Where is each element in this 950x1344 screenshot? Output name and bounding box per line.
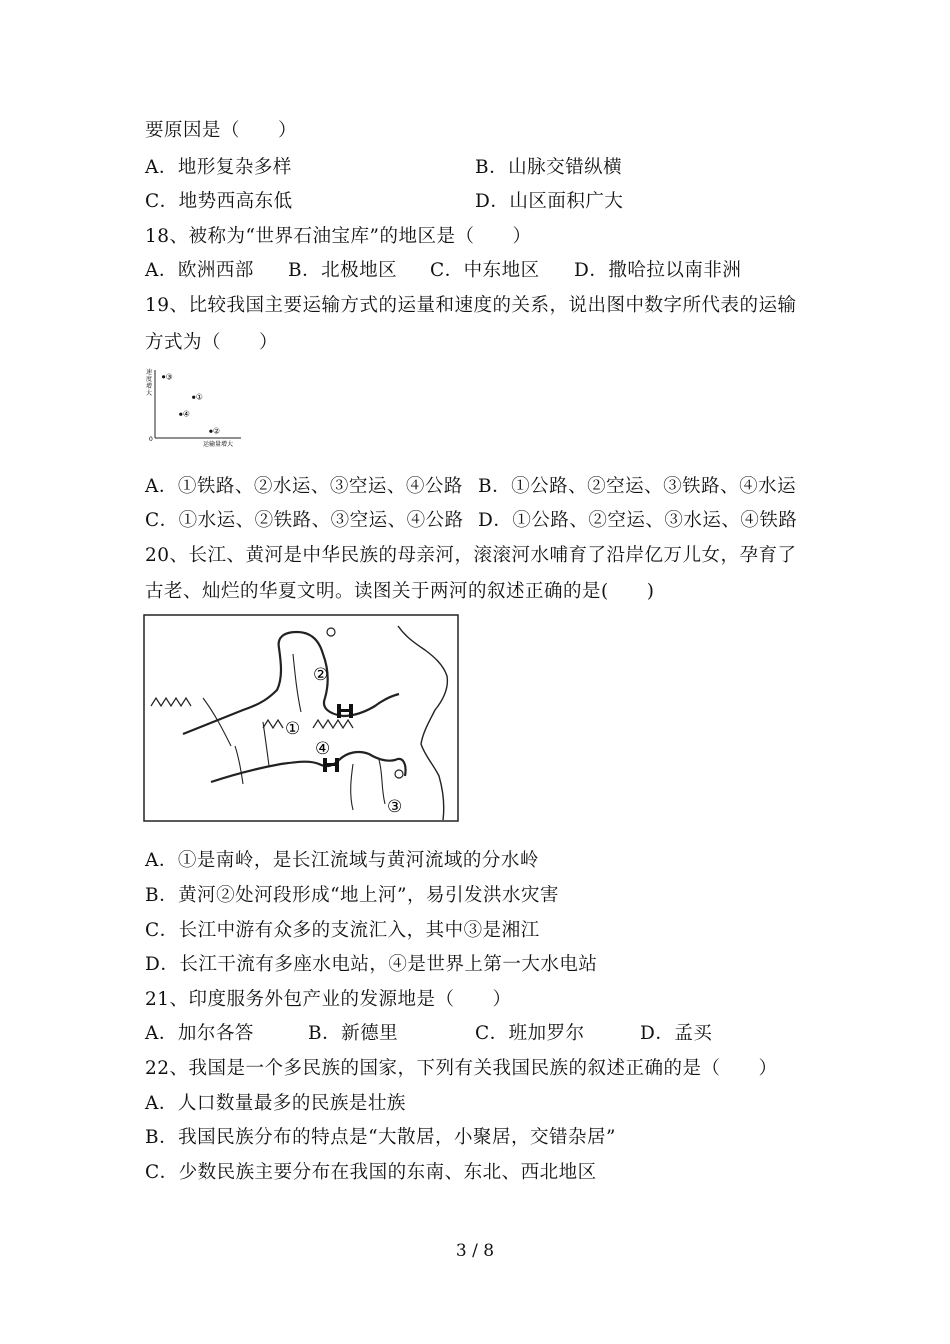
page-number: 3 / 8: [455, 1241, 495, 1261]
q21-option-d: D．孟买: [640, 1023, 713, 1044]
map-label-1: ①: [285, 719, 301, 739]
q21-option-a: A．加尔各答: [145, 1023, 254, 1044]
q18-stem: 18、被称为“世界石油宝库”的地区是（ ）: [145, 226, 532, 247]
map-label-4: ④: [315, 739, 331, 759]
map-frame: [144, 615, 458, 821]
q17-option-c: C．地势西高东低: [145, 191, 293, 212]
scatter-point-label-4: ②: [212, 426, 221, 436]
q21-option-c: C．班加罗尔: [475, 1023, 585, 1044]
y-axis-label: 速度增大: [146, 369, 153, 397]
q18-option-a: A．欧洲西部: [145, 260, 254, 281]
scatter-point-label-1: ③: [165, 372, 173, 382]
city-circle-east: [395, 770, 403, 778]
q17-option-a: A．地形复杂多样: [145, 157, 292, 178]
rivers-map-figure: [143, 614, 459, 822]
map-label-3: ③: [387, 797, 403, 817]
city-circle-north: [327, 628, 335, 636]
q20-option-b: B．黄河②处河段形成“地上河”，易引发洪水灾害: [145, 885, 560, 906]
q19-option-c: C．①水运、②铁路、③空运、④公路: [145, 510, 464, 531]
q17-option-b: B．山脉交错纵横: [475, 157, 623, 178]
q21-option-b: B．新德里: [308, 1023, 399, 1044]
x-axis-label: 运输量增大: [203, 441, 234, 448]
q19-stem-line2: 方式为（ ）: [145, 332, 279, 353]
q19-option-b: B．①公路、②空运、③铁路、④水运: [478, 476, 797, 497]
q19-stem-line1: 19、比较我国主要运输方式的运量和速度的关系，说出图中数字所代表的运输: [145, 295, 797, 316]
q20-option-c: C．长江中游有众多的支流汇入，其中③是湘江: [145, 920, 540, 941]
q18-option-b: B．北极地区: [288, 260, 398, 281]
q20-stem-line1: 20、长江、黄河是中华民族的母亲河，滚滚河水哺育了沿岸亿万儿女，孕育了: [145, 545, 797, 566]
q22-option-c: C．少数民族主要分布在我国的东南、东北、西北地区: [145, 1162, 597, 1183]
q20-option-d: D．长江干流有多座水电站，④是世界上第一大水电站: [145, 954, 598, 975]
q20-option-a: A．①是南岭，是长江流域与黄河流域的分水岭: [145, 850, 539, 871]
scatter-point-label-3: ④: [182, 409, 190, 419]
q22-option-a: A．人口数量最多的民族是壮族: [145, 1093, 406, 1114]
q22-stem: 22、我国是一个多民族的国家，下列有关我国民族的叙述正确的是（ ）: [145, 1058, 778, 1079]
q18-option-c: C．中东地区: [430, 260, 540, 281]
q22-option-b: B．我国民族分布的特点是“大散居，小聚居，交错杂居”: [145, 1127, 617, 1148]
q18-option-d: D．撒哈拉以南非洲: [574, 260, 742, 281]
q20-stem-line2: 古老、灿烂的华夏文明。读图关于两河的叙述正确的是( ): [145, 581, 655, 602]
q17-option-d: D．山区面积广大: [475, 191, 624, 212]
q17-stem-tail: 要原因是（ ）: [145, 120, 298, 141]
scatter-point-label-2: ①: [195, 392, 203, 402]
q19-option-d: D．①公路、②空运、③水运、④铁路: [478, 510, 798, 531]
scatter-points: [162, 372, 220, 435]
q19-option-a: A．①铁路、②水运、③空运、④公路: [145, 476, 463, 497]
q21-stem: 21、印度服务外包产业的发源地是（ ）: [145, 989, 512, 1010]
transport-scatter-figure: [143, 366, 243, 454]
origin-label: 0: [149, 436, 153, 443]
map-label-2: ②: [313, 665, 329, 685]
